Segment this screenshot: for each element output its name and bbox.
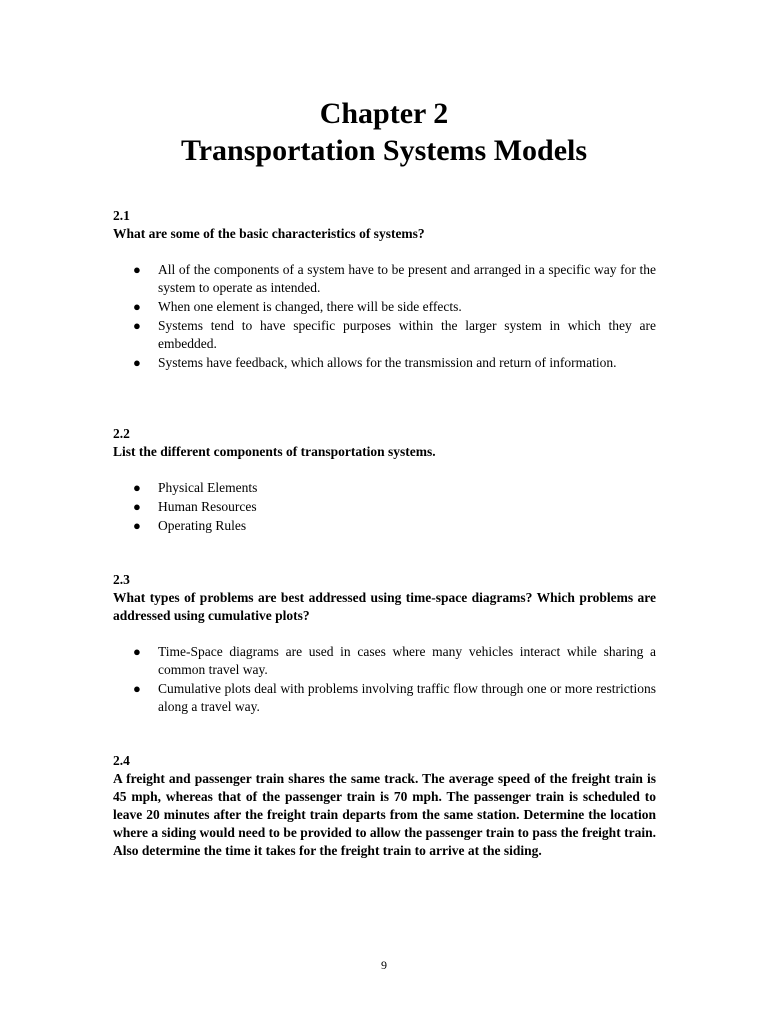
list-item-text: All of the components of a system have to be present and arranged in a specific way for the system to operate as intended. — [158, 262, 656, 295]
chapter-number: Chapter 2 — [319, 97, 449, 130]
section-number: 2.1 — [113, 208, 130, 223]
list-item-text: Systems tend to have specific purposes within the larger system in which they are embedded. — [158, 318, 656, 351]
bullet-icon: ● — [133, 681, 141, 696]
section-2-2 — [113, 425, 656, 536]
section-number: 2.4 — [113, 753, 130, 768]
section-number: 2.3 — [113, 572, 130, 587]
bullet-icon: ● — [133, 262, 141, 277]
bullet-list — [113, 643, 656, 716]
section-question: What types of problems are best addressed using time-space diagrams? Which problems are addressed using cumulative plots? — [113, 590, 656, 623]
chapter-title-text: Transportation Systems Models — [180, 134, 588, 167]
page-number: 9 — [381, 958, 387, 972]
bullet-icon: ● — [133, 318, 141, 333]
bullet-list — [113, 261, 656, 372]
section-2-1 — [113, 207, 656, 373]
section-2-3 — [113, 571, 656, 717]
list-item — [113, 261, 656, 297]
bullet-icon: ● — [133, 355, 141, 370]
bullet-icon: ● — [133, 644, 141, 659]
chapter-heading — [0, 95, 768, 169]
list-item — [113, 680, 656, 716]
list-item — [113, 298, 656, 316]
section-question: What are some of the basic characteristics of systems? — [113, 226, 425, 241]
bullet-icon: ● — [133, 499, 141, 514]
section-question: List the different components of transportation systems. — [113, 444, 436, 459]
list-item — [113, 354, 656, 372]
list-item-text: Cumulative plots deal with problems involving traffic flow through one or more restrictions along a travel way. — [158, 681, 656, 714]
list-item-text: Time-Space diagrams are used in cases where many vehicles interact while sharing a common travel way. — [158, 644, 656, 677]
section-number: 2.2 — [113, 426, 130, 441]
list-item-text: Systems have feedback, which allows for the transmission and return of information. — [158, 355, 617, 370]
section-2-4 — [113, 752, 656, 860]
list-item-text: Operating Rules — [158, 518, 247, 533]
bullet-list — [113, 479, 656, 535]
list-item — [113, 517, 656, 535]
bullet-icon: ● — [133, 480, 141, 495]
list-item-text: Physical Elements — [158, 480, 258, 495]
bullet-icon: ● — [133, 518, 141, 533]
list-item — [113, 498, 656, 516]
list-item — [113, 317, 656, 353]
list-item-text: Human Resources — [158, 499, 257, 514]
bullet-icon: ● — [133, 299, 141, 314]
section-question: A freight and passenger train shares the same track. The average speed of the freight train is 45 mph, whereas that of the passenger train is 70 mph. The passenger train is scheduled to leave 20 minutes after the freight train departs from the same station. Determine the location where a siding would need to be provided to allow the passenger train to pass the freight train. Also determine the time it takes for the freight train to arrive at the siding. — [113, 771, 656, 858]
list-item-text: When one element is changed, there will be side effects. — [158, 299, 462, 314]
list-item — [113, 479, 656, 497]
list-item — [113, 643, 656, 679]
